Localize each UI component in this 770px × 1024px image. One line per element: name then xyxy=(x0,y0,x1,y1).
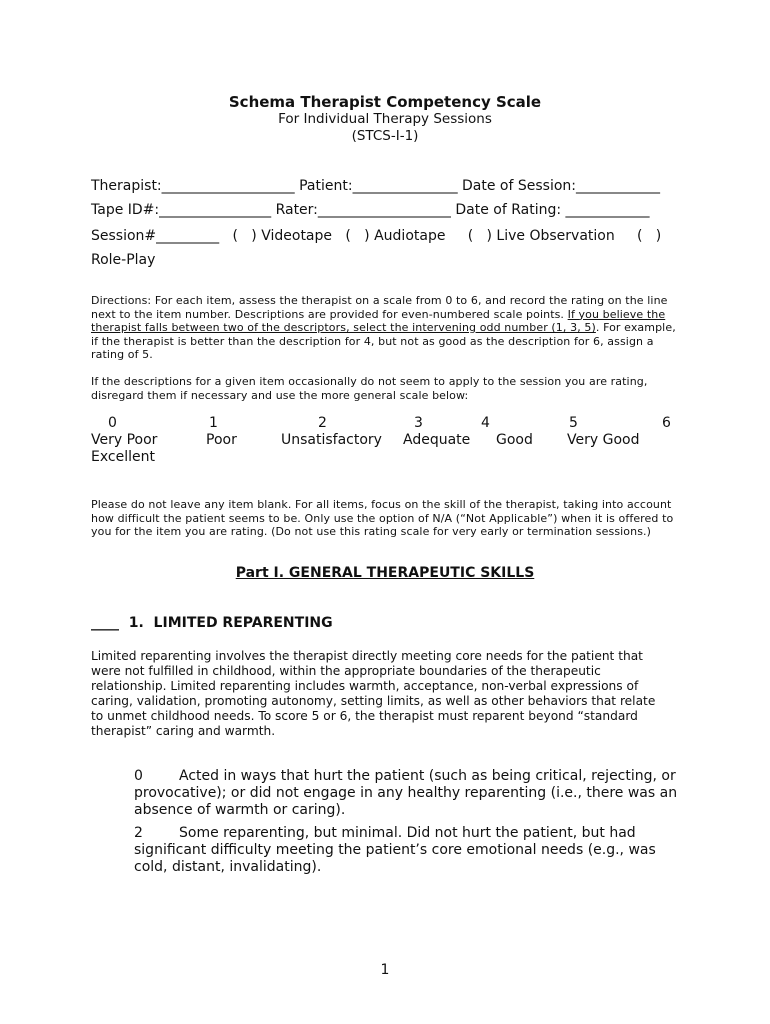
anchor-text: Acted in ways that hurt the patient (such as being critical, rejecting, or provocative); or did not engage in any healthy reparenting (i.e., there was an absence of warmth or caring). xyxy=(134,768,678,818)
anchor-item xyxy=(134,768,679,819)
form-line-roleplay: Role-Play xyxy=(91,252,156,268)
form-line-tape: Tape ID#:________________ Rater:___________________ Date of Rating: ____________ xyxy=(91,202,650,218)
scale-number-6: 6 xyxy=(662,415,671,431)
item-description: Limited reparenting involves the therapist directly meeting core needs for the patient that were not fulfilled in childhood, within the appropriate boundaries of the therapeutic relationship. Limited reparenting includes warmth, acceptance, non-verbal expressions of caring, validation, promoting autonomy, setting limits, as well as other behaviors that relate to unmet childhood needs. To score 5 or 6, the therapist must reparent beyond “standard therapist” caring and warmth. xyxy=(91,649,656,738)
form-line-therapist: Therapist:___________________ Patient:_______________ Date of Session:____________ xyxy=(91,178,661,194)
scale-number-0: 0 xyxy=(108,415,117,431)
item-heading xyxy=(91,615,333,631)
scale-number-4: 4 xyxy=(481,415,490,431)
document-title: Schema Therapist Competency Scale xyxy=(228,93,542,111)
anchor-text: Some reparenting, but minimal. Did not hurt the patient, but had significant difficulty meeting the patient’s core emotional needs (e.g., was cold, distant, invalidating). xyxy=(134,825,656,875)
directions-paragraph xyxy=(91,294,681,362)
part-heading: Part I. GENERAL THERAPEUTIC SKILLS xyxy=(235,565,535,581)
scale-label-poor: Poor xyxy=(206,432,237,448)
scale-label-good: Good xyxy=(496,432,533,448)
document-code: (STCS-I-1) xyxy=(351,128,419,144)
scale-label-unsatisfactory: Unsatisfactory xyxy=(281,432,382,448)
directions-underlined: If you believe the therapist falls between two of the descriptors, select the intervening odd number (1, 3, 5) xyxy=(91,307,666,334)
document-subtitle: For Individual Therapy Sessions xyxy=(278,111,492,127)
scale-number-5: 5 xyxy=(569,415,578,431)
scale-label-very-good: Very Good xyxy=(567,432,640,448)
instructions-note: Please do not leave any item blank. For all items, focus on the skill of the therapist, taking into account how difficult the patient seems to be. Only use the option of N/A (“Not Applicable”) when it is offered to you for the item you are rating. (Do not use this rating scale for very early or termination sessions.) xyxy=(91,498,674,538)
anchor-item xyxy=(134,825,679,876)
scale-number-3: 3 xyxy=(414,415,423,431)
scale-label-excellent: Excellent xyxy=(91,449,155,465)
directions-text-a: Directions: For each item, assess the therapist on a scale from 0 to 6, and record the rating on the line next to the item number. Descriptions are provided for even-numbered scale points. xyxy=(91,294,668,321)
scale-intro-paragraph: If the descriptions for a given item occasionally do not seem to apply to the session you are rating, disregard them if necessary and use the more general scale below: xyxy=(91,375,648,402)
scale-label-adequate: Adequate xyxy=(403,432,471,448)
scale-number-2: 2 xyxy=(318,415,327,431)
page-number: 1 xyxy=(380,962,390,978)
anchor-number: 2 xyxy=(134,825,143,841)
item-title: 1. LIMITED REPARENTING xyxy=(128,615,333,631)
scale-number-1: 1 xyxy=(209,415,218,431)
item-rating-blank: ____ xyxy=(91,615,119,631)
scale-label-very-poor: Very Poor xyxy=(91,432,158,448)
anchor-number: 0 xyxy=(134,768,143,784)
directions-text-b: . For example, if the therapist is better than the description for 4, but not as good as the description for 6, assign a rating of 5. xyxy=(91,321,676,361)
form-line-session: Session#_________ ( ) Videotape ( ) Audiotape ( ) Live Observation ( ) xyxy=(91,228,662,244)
